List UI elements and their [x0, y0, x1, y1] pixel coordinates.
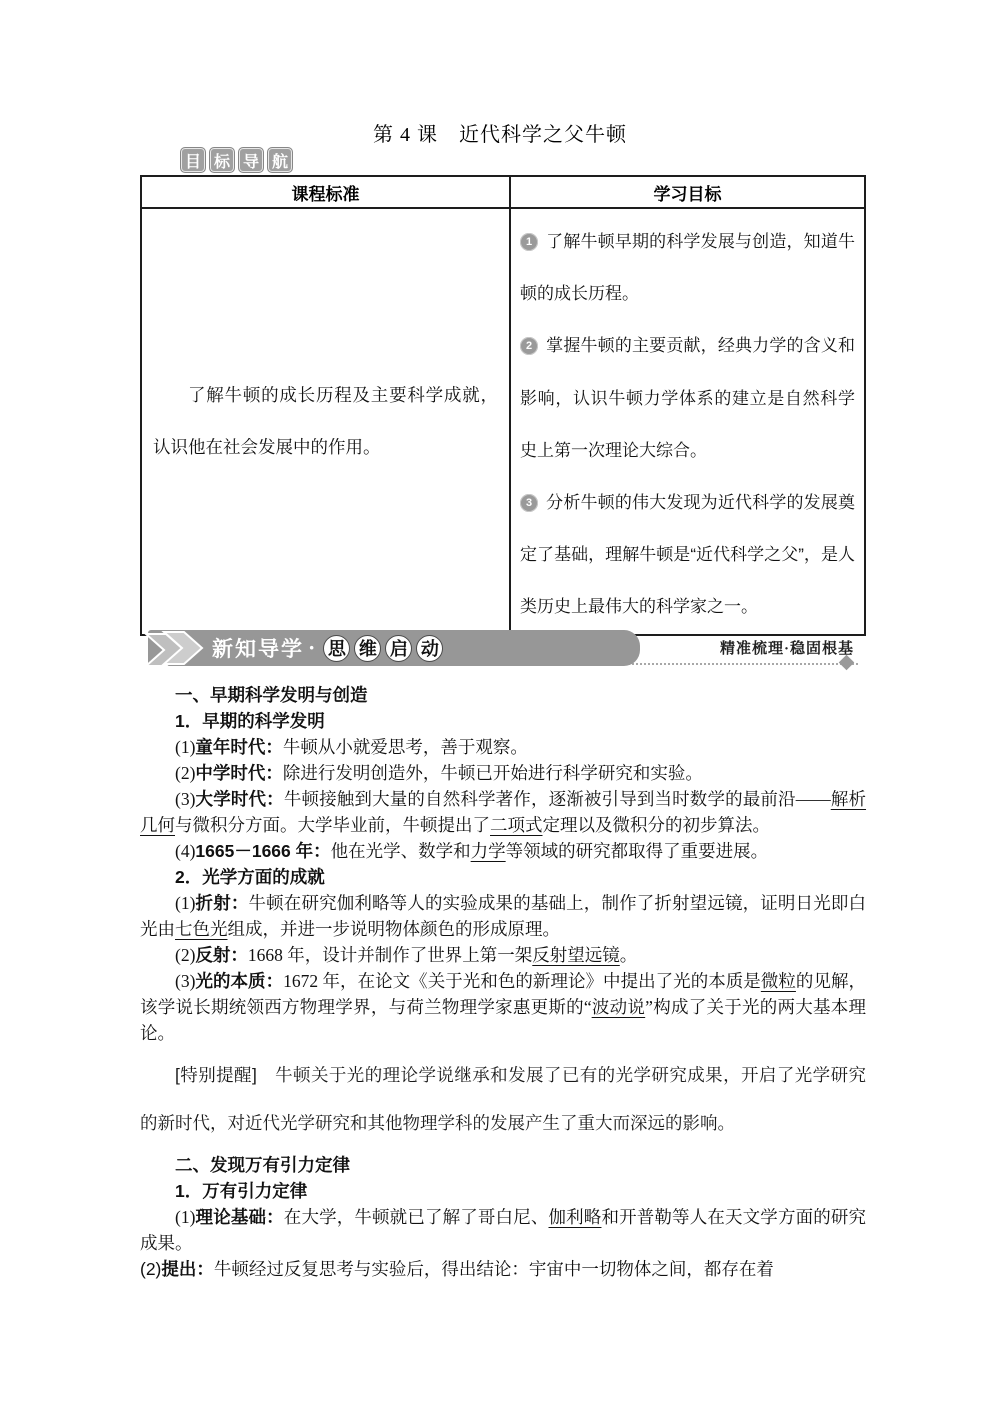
body-heading [140, 1152, 866, 1178]
bold-label: 童年时代： [195, 737, 283, 757]
text-segment: 和开普勒等人在天文学方面的研究成果。 [140, 1207, 867, 1253]
lesson-title: 第 4 课 近代科学之父牛顿 [373, 124, 627, 146]
bold-label: 光的本质： [195, 971, 284, 991]
body-heading [140, 708, 866, 734]
learning-goal-text: 分析牛顿的伟大发现为近代科学的发展奠定了基础，理解牛顿是“近代科学之父”，是人类历史上最伟大的科学家之一。 [520, 493, 855, 617]
learning-goal-item [520, 216, 855, 320]
curriculum-standard-text: 了解牛顿的成长历程及主要科学成就，认识他在社会发展中的作用。 [153, 385, 498, 458]
text-segment: 牛顿经过反复思考与实验后，得出结论：宇宙中一切物体之间，都存在着 [213, 1259, 774, 1279]
body-content [140, 682, 866, 1282]
underlined-term: 伽利略 [548, 1207, 602, 1227]
text-segment: [特别提醒] 牛顿关于光的理论学说继承和发展了已有的光学研究成果，开启了光学研究的新时代，对近代光学研究和其他物理学科的发展产生了重大而深远的影响。 [140, 1065, 866, 1133]
body-heading [140, 1178, 866, 1204]
body-paragraph [140, 760, 866, 786]
bold-label: 理论基础： [195, 1207, 284, 1227]
body-paragraph [140, 734, 866, 760]
underlined-term: 波动说 [591, 997, 646, 1017]
text-segment: (3) [175, 971, 196, 991]
banner-circle-chars [321, 635, 445, 662]
circled-number-icon: 1 [520, 233, 538, 251]
objectives-table [140, 175, 866, 636]
bold-label: 提出： [161, 1259, 214, 1279]
badge-tile: 标 [209, 147, 235, 173]
underlined-term: 二项式 [490, 815, 543, 835]
body-heading [140, 682, 866, 708]
bold-label: 反射： [195, 945, 248, 965]
banner-circle-char: 动 [416, 635, 443, 662]
text-segment: 一、早期科学发明与创造 [175, 685, 368, 705]
text-segment: 除进行发明创造外，牛顿已开始进行科学研究和实验。 [282, 763, 703, 783]
text-segment: (2) [140, 1259, 162, 1279]
text-segment: (1) [175, 893, 196, 913]
underlined-term: 力学 [470, 841, 506, 861]
learning-goal-text: 掌握牛顿的主要贡献，经典力学的含义和影响，认识牛顿力学体系的建立是自然科学史上第一次理论大综合。 [520, 336, 855, 460]
body-paragraph [140, 1204, 866, 1256]
text-segment: 牛顿在研究伽利略等人的实验成果的基础上，制作了折射望远镜，证明日光即白光由 [140, 893, 867, 939]
learning-goal-item [520, 477, 855, 634]
body-paragraph [140, 786, 866, 838]
text-segment: 1668 年，设计并制作了世界上第一架 [247, 945, 533, 965]
text-segment: 。 [619, 945, 638, 965]
text-segment: 1672 年，在论文《关于光和色的新理论》中提出了光的本质是 [283, 971, 761, 991]
text-segment: (2) [175, 763, 196, 783]
learning-goal-text: 了解牛顿早期的科学发展与创造，知道牛顿的成长历程。 [520, 232, 855, 304]
body-paragraph [140, 942, 866, 968]
col-header-learning-goals: 学习目标 [510, 176, 865, 208]
badge-tile: 目 [180, 147, 206, 173]
text-segment: 与微积分方面。大学毕业前，牛顿提出了 [175, 815, 490, 835]
text-segment: 2．光学方面的成就 [175, 867, 325, 887]
circled-number-icon: 2 [520, 337, 538, 355]
banner-circle-char: 思 [323, 635, 350, 662]
text-segment: 牛顿接触到大量的自然科学著作，逐渐被引导到当时数学的最前沿—— [283, 789, 831, 809]
banner-title: 新知导学 [212, 638, 304, 661]
text-segment: (1) [175, 737, 196, 757]
learning-goal-item [520, 320, 855, 477]
learning-goals-cell [510, 208, 865, 635]
bold-label: 大学时代： [195, 789, 284, 809]
text-segment: 牛顿从小就爱思考，善于观察。 [282, 737, 528, 757]
text-segment: 组成，并进一步说明物体颜色的形成原理。 [227, 919, 560, 939]
text-segment: 他在光学、数学和 [330, 841, 471, 861]
body-paragraph [140, 1051, 866, 1147]
underlined-term: 微粒 [760, 971, 796, 991]
body-paragraph [140, 838, 866, 864]
text-segment: (4) [175, 841, 196, 861]
text-segment: 二、发现万有引力定律 [175, 1155, 350, 1175]
table-body-row [141, 208, 865, 635]
underlined-term: 反射望远镜 [532, 945, 620, 965]
underlined-term: 七色光 [175, 919, 228, 939]
text-segment: 等领域的研究都取得了重要进展。 [505, 841, 769, 861]
banner-tagline: 精准梳理·稳固根基 [719, 641, 854, 657]
banner-circle-char: 启 [385, 635, 412, 662]
chevron-right-icon [140, 626, 218, 672]
body-paragraph [140, 890, 866, 942]
text-segment: (2) [175, 945, 196, 965]
body-heading [140, 864, 866, 890]
badge-tile: 航 [267, 147, 293, 173]
bold-label: 1665－1666 年： [195, 841, 331, 861]
curriculum-standard-cell [141, 208, 510, 635]
banner-circle-char: 维 [354, 635, 381, 662]
bold-label: 折射： [195, 893, 249, 913]
goal-navigation-badge [180, 147, 293, 173]
body-paragraph [140, 1256, 866, 1282]
table-header-row [141, 176, 865, 208]
body-paragraph [140, 968, 866, 1046]
badge-tile: 导 [238, 147, 264, 173]
text-segment: 在大学，牛顿就已了解了哥白尼、 [283, 1207, 549, 1227]
text-segment: 定理以及微积分的初步算法。 [542, 815, 770, 835]
banner-separator-dot: · [308, 635, 316, 660]
bold-label: 中学时代： [195, 763, 283, 783]
text-segment: (1) [175, 1207, 196, 1227]
text-segment: 1．早期的科学发明 [175, 711, 325, 731]
text-segment: 的见解，该学说长期统领西方物理学界，与荷兰物理学家惠更斯的“ [140, 971, 867, 1017]
col-header-curriculum-standard: 课程标准 [141, 176, 510, 208]
text-segment: (3) [175, 789, 196, 809]
underlined-term: 解析几何 [140, 789, 867, 835]
text-segment: ”构成了关于光的两大基本理论。 [140, 997, 866, 1043]
circled-number-icon: 3 [520, 494, 538, 512]
learning-goals-list [511, 209, 864, 634]
text-segment: 1．万有引力定律 [175, 1181, 308, 1201]
section-banner-row [140, 630, 866, 672]
section-banner [148, 630, 640, 666]
